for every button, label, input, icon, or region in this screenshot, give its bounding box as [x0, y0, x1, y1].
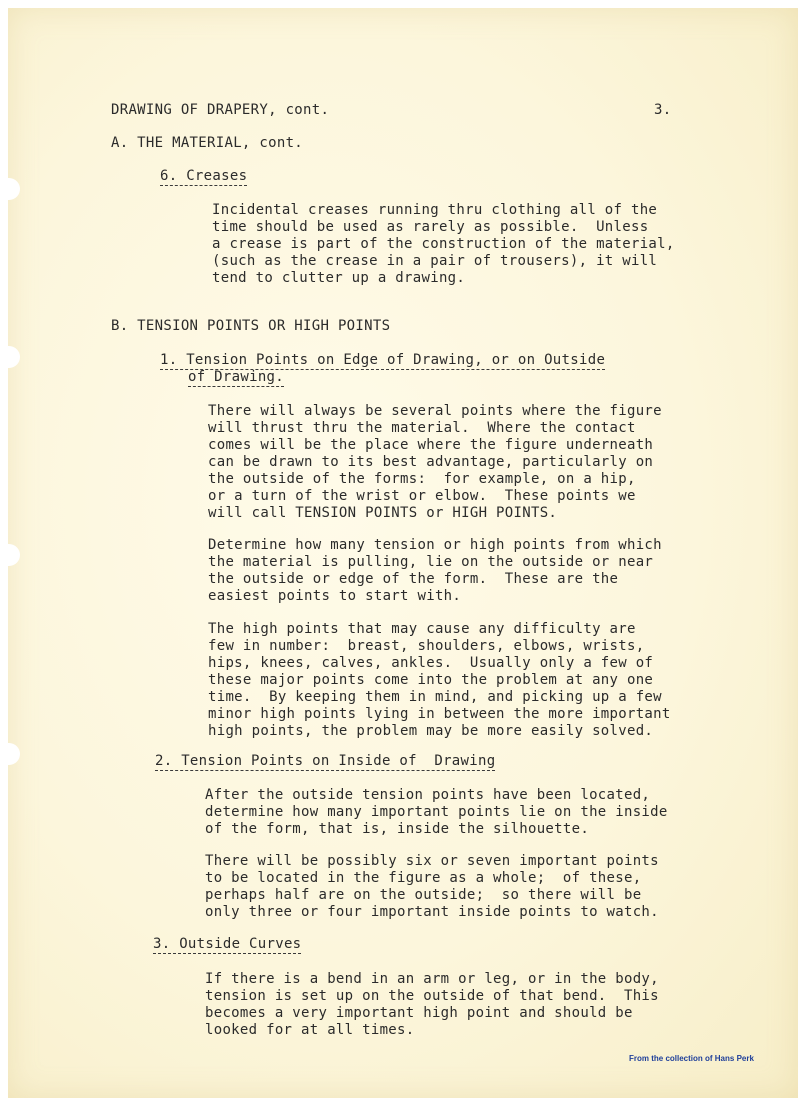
item-6-line: tend to clutter up a drawing.	[212, 270, 466, 286]
item-3-para-1-line: becomes a very important high point and should be	[205, 1005, 633, 1021]
item-6-line: Incidental creases running thru clothing all of the	[212, 202, 658, 218]
item-6-title: Creases	[186, 168, 248, 184]
item-1-para-3-line: minor high points lying in between the more important	[208, 706, 671, 722]
item-1-heading	[160, 352, 605, 369]
item-2-para-1-line: of the form, that is, inside the silhouette.	[205, 821, 590, 837]
item-2-number: 2.	[155, 753, 173, 769]
item-1-para-2-line: the outside or edge of the form. These are the	[208, 571, 619, 587]
item-2-para-1-line: After the outside tension points have been located,	[205, 787, 651, 803]
binder-hole	[8, 544, 20, 566]
item-6-line: a crease is part of the construction of the material,	[212, 236, 675, 252]
item-2-title: Tension Points on Inside of Drawing	[181, 753, 496, 769]
item-1-title-line2: of Drawing.	[188, 369, 285, 385]
document-page	[8, 8, 798, 1098]
item-1-para-2-line: the material is pulling, lie on the outside or near	[208, 554, 654, 570]
section-a-heading: A. THE MATERIAL, cont.	[111, 135, 304, 151]
item-1-title: Tension Points on Edge of Drawing, or on Outside	[186, 352, 606, 368]
item-1-para-1-line: will call TENSION POINTS or HIGH POINTS.	[208, 505, 558, 521]
item-3-title: Outside Curves	[179, 936, 302, 952]
item-3-para-1-line: looked for at all times.	[205, 1022, 415, 1038]
item-6-number: 6.	[160, 168, 178, 184]
item-3-heading	[153, 936, 301, 953]
item-2-para-2-line: to be located in the figure as a whole; of these,	[205, 870, 642, 886]
page-number: 3.	[654, 102, 672, 118]
item-1-para-3-line: these major points come into the problem at any one	[208, 672, 654, 688]
item-1-para-1-line: comes will be the place where the figure underneath	[208, 437, 654, 453]
item-1-para-3-line: high points, the problem may be more easily solved.	[208, 723, 654, 739]
section-b-heading: B. TENSION POINTS OR HIGH POINTS	[111, 318, 391, 334]
item-1-para-3-line: few in number: breast, shoulders, elbows, wrists,	[208, 638, 645, 654]
item-1-para-1-line: or a turn of the wrist or elbow. These points we	[208, 488, 636, 504]
item-1-number: 1.	[160, 352, 178, 368]
binder-hole	[8, 743, 20, 765]
binder-hole	[8, 346, 20, 368]
item-1-para-1-line: There will always be several points where the figure	[208, 403, 662, 419]
item-1-para-3-line: hips, knees, calves, ankles. Usually only a few of	[208, 655, 654, 671]
item-6-line: (such as the crease in a pair of trousers), it will	[212, 253, 658, 269]
item-2-para-2-line: There will be possibly six or seven important points	[205, 853, 659, 869]
item-2-para-2-line: only three or four important inside points to watch.	[205, 904, 659, 920]
item-2-heading	[155, 753, 495, 770]
item-2-para-1-line: determine how many important points lie on the inside	[205, 804, 668, 820]
item-1-para-3-line: The high points that may cause any difficulty are	[208, 621, 636, 637]
item-2-para-2-line: perhaps half are on the outside; so there will be	[205, 887, 642, 903]
item-1-para-1-line: the outside of the forms: for example, on a hip,	[208, 471, 636, 487]
item-1-para-1-line: will thrust thru the material. Where the contact	[208, 420, 636, 436]
item-1-para-2-line: easiest points to start with.	[208, 588, 462, 604]
item-3-para-1-line: If there is a bend in an arm or leg, or in the body,	[205, 971, 659, 987]
item-6-line: time should be used as rarely as possible. Unless	[212, 219, 649, 235]
item-1-heading-continued	[188, 369, 284, 386]
item-3-para-1-line: tension is set up on the outside of that bend. This	[205, 988, 659, 1004]
item-1-para-2-line: Determine how many tension or high points from which	[208, 537, 662, 553]
item-1-para-1-line: can be drawn to its best advantage, particularly on	[208, 454, 654, 470]
item-6-heading	[160, 168, 247, 185]
collection-credit: From the collection of Hans Perk	[629, 1054, 754, 1063]
running-title: DRAWING OF DRAPERY, cont.	[111, 102, 330, 118]
item-1-para-3-line: time. By keeping them in mind, and picking up a few	[208, 689, 662, 705]
binder-hole	[8, 178, 20, 200]
item-3-number: 3.	[153, 936, 171, 952]
